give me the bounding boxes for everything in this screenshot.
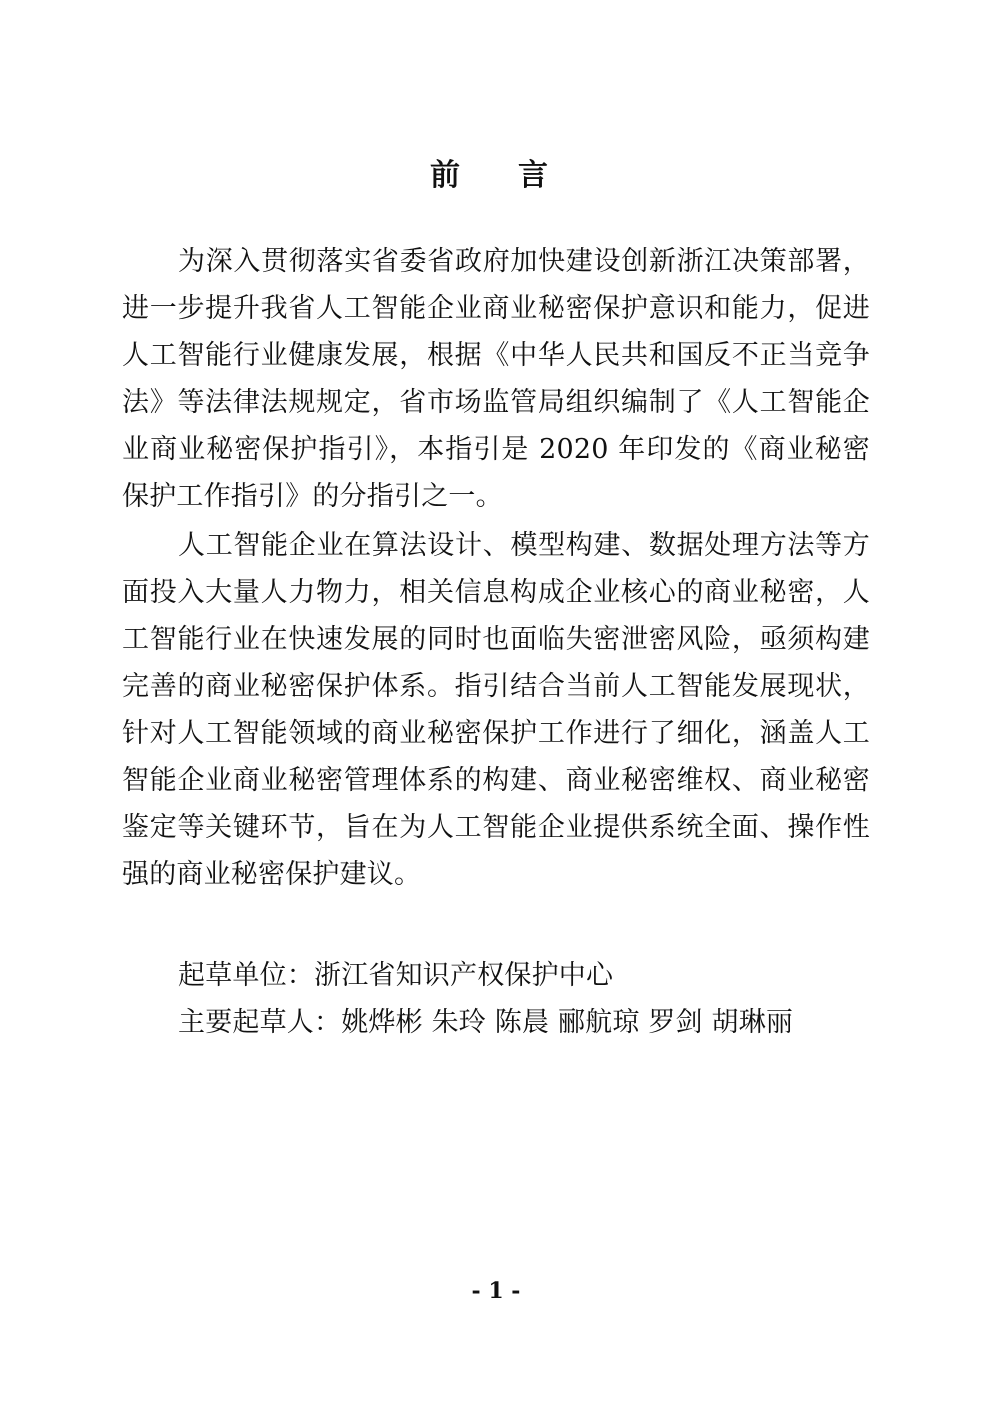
drafting-organization: 起草单位：浙江省知识产权保护中心 [178, 960, 614, 991]
page-title: 前 言 [430, 158, 562, 193]
page-number: - 1 - [471, 1278, 521, 1304]
principal-authors: 主要起草人：姚烨彬 朱玲 陈晨 郦航琼 罗剑 胡琳丽 [178, 1007, 794, 1038]
body-paragraph-1: 为深入贯彻落实省委省政府加快建设创新浙江决策部署，进一步提升我省人工智能企业商业秘密保护意识和能力，促进人工智能行业健康发展，根据《中华人民共和国反不正当竞争法》等法律法规规定，省市场监管局组织编制了《人工智能企业商业秘密保护指引》，本指引是 2020 年印发的《商业秘密保护工作指引》的分指引之一。 [122, 246, 870, 512]
body-paragraph-2: 人工智能企业在算法设计、模型构建、数据处理方法等方面投入大量人力物力，相关信息构成企业核心的商业秘密，人工智能行业在快速发展的同时也面临失密泄密风险，亟须构建完善的商业秘密保护体系。指引结合当前人工智能发展现状，针对人工智能领域的商业秘密保护工作进行了细化，涵盖人工智能企业商业秘密管理体系的构建、商业秘密维权、商业秘密鉴定等关键环节，旨在为人工智能企业提供系统全面、操作性强的商业秘密保护建议。 [122, 530, 870, 890]
credits-block [122, 952, 870, 1046]
page-content [122, 150, 870, 1046]
